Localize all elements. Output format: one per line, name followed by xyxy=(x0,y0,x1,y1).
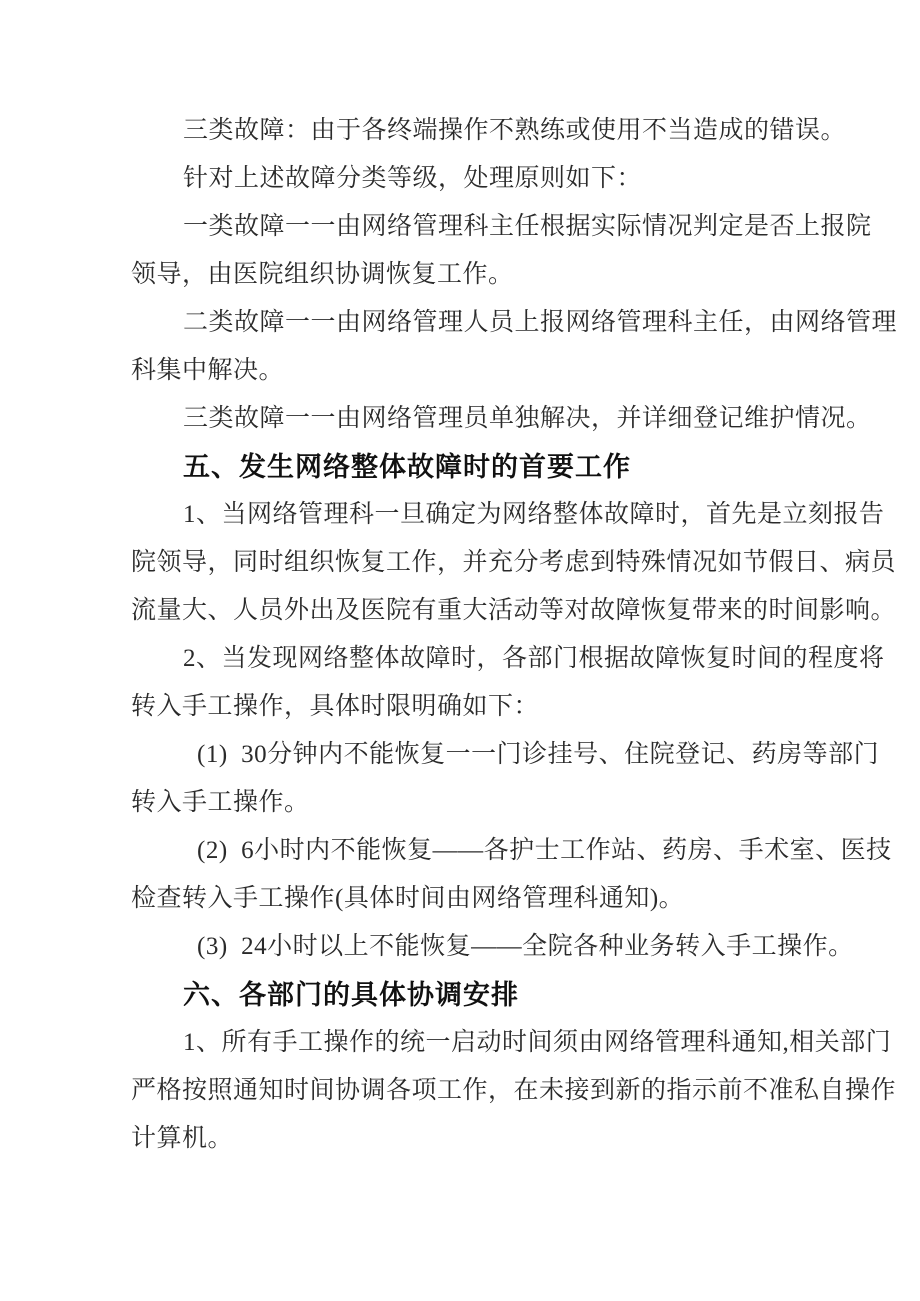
para-line: 院领导，同时组织恢复工作，并充分考虑到特殊情况如节假日、病员 xyxy=(131,549,897,576)
para-line: 1、当网络管理科一旦确定为网络整体故障时，首先是立刻报告 xyxy=(183,501,885,528)
para-line: 转入手工操作，具体时限明确如下： xyxy=(131,693,540,720)
para-line: 计算机。 xyxy=(131,1125,234,1152)
list-item-line: 转入手工操作。 xyxy=(131,789,310,816)
para-line: 2、当发现网络整体故障时，各部门根据故障恢复时间的程度将 xyxy=(183,645,885,672)
para-line: 三类故障：由于各终端操作不熟练或使用不当造成的错误。 xyxy=(183,117,847,144)
para-line: 科集中解决。 xyxy=(131,357,285,384)
list-item-line: (1) 30分钟内不能恢复一一门诊挂号、住院登记、药房等部门 xyxy=(197,741,880,768)
para-line: 二类故障一一由网络管理人员上报网络管理科主任，由网络管理 xyxy=(183,309,898,336)
para-line: 一类故障一一由网络管理科主任根据实际情况判定是否上报院 xyxy=(183,213,872,240)
para-line: 针对上述故障分类等级，处理原则如下： xyxy=(183,165,643,192)
list-item-line: (2) 6小时内不能恢复——各护士工作站、药房、手术室、医技 xyxy=(197,837,892,864)
para-line: 领导，由医院组织协调恢复工作。 xyxy=(131,261,514,288)
section-heading-five: 五、发生网络整体故障时的首要工作 xyxy=(183,452,631,482)
list-item-line: (3) 24小时以上不能恢复——全院各种业务转入手工操作。 xyxy=(197,933,854,960)
para-line: 流量大、人员外出及医院有重大活动等对故障恢复带来的时间影响。 xyxy=(131,597,897,624)
para-line: 三类故障一一由网络管理员单独解决，并详细登记维护情况。 xyxy=(183,405,872,432)
section-heading-six: 六、各部门的具体协调安排 xyxy=(183,980,519,1010)
para-line: 1、所有手工操作的统一启动时间须由网络管理科通知,相关部门 xyxy=(183,1029,892,1056)
list-item-line: 检查转入手工操作(具体时间由网络管理科通知)。 xyxy=(131,885,685,912)
para-line: 严格按照通知时间协调各项工作，在未接到新的指示前不准私自操作 xyxy=(131,1077,897,1104)
